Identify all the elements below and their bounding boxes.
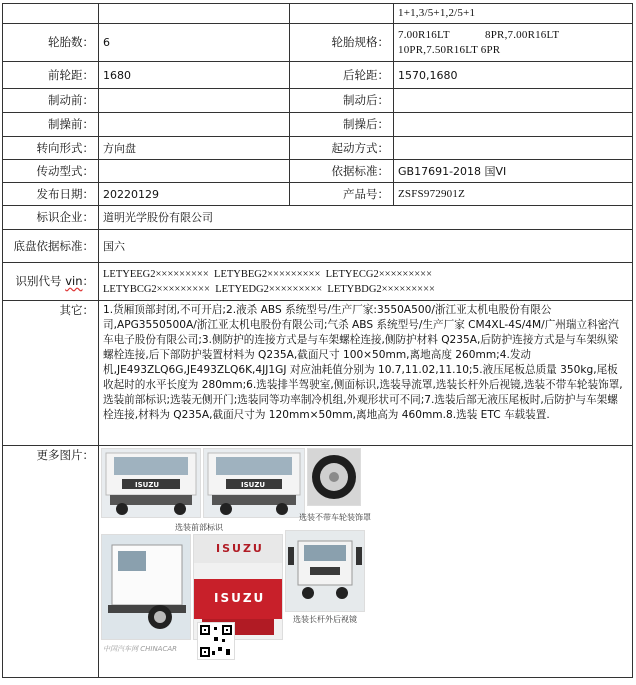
tire-spec-line-1: 7.00R16LT 8PR,7.00R16LT: [398, 28, 560, 41]
vin-label: [3, 263, 99, 301]
spec-table: [2, 3, 633, 678]
vin-line-2: LETYBCG2××××××××× LETYEDG2××××××××× LETYBDG2×××××××××: [103, 283, 435, 295]
start-method-label: 起动方式：: [290, 137, 394, 160]
wheel-illustration: [308, 449, 360, 505]
release-date-label: 发布日期：: [3, 183, 99, 206]
vin-value: [99, 263, 633, 301]
other-label: 其它：: [3, 301, 99, 446]
more-images-label: 更多图片：: [3, 446, 99, 678]
row-brake: [3, 89, 633, 113]
isuzu-logo-2: ISUZU: [241, 481, 266, 489]
steering-label: 转向形式：: [3, 137, 99, 160]
front-track-label: 前轮距：: [3, 62, 99, 89]
drive-value: [99, 160, 290, 183]
vin-label-suffix: ：: [82, 274, 94, 288]
rear-track-value: 1570,1680: [394, 62, 633, 89]
control-rear-label: 制操后：: [290, 113, 394, 137]
truck-front-photo-2[interactable]: [203, 448, 305, 518]
wheel-photo[interactable]: [307, 448, 361, 506]
truck-mirror-photo[interactable]: [285, 530, 365, 612]
company-label: 标识企业：: [3, 206, 99, 230]
isuzu-logo-1: ISUZU: [135, 481, 160, 489]
row-other: [3, 301, 633, 446]
product-no-label: 产品号：: [290, 183, 394, 206]
qr-code-icon: [198, 623, 234, 659]
row-release: [3, 183, 633, 206]
image-gallery: [99, 446, 632, 670]
row-tire-count: [3, 24, 633, 62]
qr-code[interactable]: [197, 622, 235, 660]
row-more-images: [3, 446, 633, 678]
row-control: [3, 113, 633, 137]
tire-spec-value: [394, 24, 633, 62]
chassis-value: 国六: [99, 230, 633, 263]
control-front-label: 制操前：: [3, 113, 99, 137]
brake-front-label: 制动前：: [3, 89, 99, 113]
product-no-value: ZSFS972901Z: [394, 183, 633, 206]
more-images-cell: [99, 446, 633, 678]
drive-label: 传动型式：: [3, 160, 99, 183]
brake-rear-value: [394, 89, 633, 113]
isuzu-logo-4: ISUZU: [214, 591, 266, 605]
row-company: [3, 206, 633, 230]
row-chassis: [3, 230, 633, 263]
vin-label-abbr: vin: [65, 274, 83, 288]
axle-config-value: 1+1,3/5+1,2/5+1: [394, 4, 633, 24]
tire-count-label: 轮胎数：: [3, 24, 99, 62]
truck-front-photo-1[interactable]: [101, 448, 201, 518]
other-value: 1.货厢顶部封闭,不可开启;2.液杀 ABS 系统型号/生产厂家:3550A500/浙江亚太机电股份有限公司,APG3550500A/浙江亚太机电股份有限公司;气杀 ABS 系统型号/生产厂家 CM4XL-4S/4M/广州瑞立科密汽车电子股份有限公司;3.侧防护的连接方式是与车架螺栓连接,侧防护材料 Q235A,后防护连接方式是与车架纵梁螺栓连接,后下部防护装置材料为 Q235A,截面尺寸 100×50mm,离地高度 260mm;4.发动机,JE493ZLQ6G,JE493ZLQ6K,4JJ1GJ 对应油耗值分别为 10.7,11.02,11.10;5.液压尾板总质量 350kg,尾板收起时的水平长度为 280mm;6.选装排半驾驶室,侧面标识,选装导流罩,选装长杆外后视镜,选装不带车轮装饰罩,选装前部标识;选装无侧开门;选装同等功率制冷机组,外观形状可不同;7.选装后部无液压尾板时,后防护与车架螺栓连接,材料为 Q235A,截面尺寸为 120mm×50mm,离地高为 460mm.8.选装 ETC 车载装置.: [99, 301, 633, 446]
release-date-value: 20220129: [99, 183, 290, 206]
standard-value: GB17691-2018 国VI: [394, 160, 633, 183]
row-track: [3, 62, 633, 89]
brake-front-value: [99, 89, 290, 113]
tire-spec-line-2: 10PR,7.50R16LT 6PR: [398, 43, 501, 56]
row-steering: [3, 137, 633, 160]
row-drive: [3, 160, 633, 183]
brake-rear-label: 制动后：: [290, 89, 394, 113]
row-vin: [3, 263, 633, 301]
rear-track-label: 后轮距：: [290, 62, 394, 89]
row-axle-config: [3, 4, 633, 24]
start-method-value: [394, 137, 633, 160]
front-track-value: 1680: [99, 62, 290, 89]
steering-value: 方向盘: [99, 137, 290, 160]
caption-long-mirror: 选装长杆外后视镜: [293, 615, 357, 624]
control-front-value: [99, 113, 290, 137]
caption-no-wheel-cover: 选装不带车轮装饰罩: [299, 513, 371, 522]
vin-line-1: LETYEEG2××××××××× LETYBEG2××××××××× LETYECG2×××××××××: [103, 268, 433, 280]
tire-count-value: 6: [99, 24, 290, 62]
company-value: 道明光学股份有限公司: [99, 206, 633, 230]
truck-mirror-illustration: [286, 531, 364, 611]
truck-side-illustration: [102, 535, 190, 639]
control-rear-value: [394, 113, 633, 137]
vehicle-spec-sheet: [2, 3, 632, 678]
isuzu-logo-3: ISUZU: [216, 542, 264, 555]
standard-label: 依据标准：: [290, 160, 394, 183]
tire-spec-label: 轮胎规格：: [290, 24, 394, 62]
vin-label-prefix: 识别代号: [15, 274, 66, 288]
chinacar-watermark: 中国汽车网 CHINACAR: [103, 645, 178, 653]
chassis-label: 底盘依据标准：: [3, 230, 99, 263]
caption-front-logo: 选装前部标识: [175, 523, 223, 532]
truck-side-photo[interactable]: [101, 534, 191, 640]
